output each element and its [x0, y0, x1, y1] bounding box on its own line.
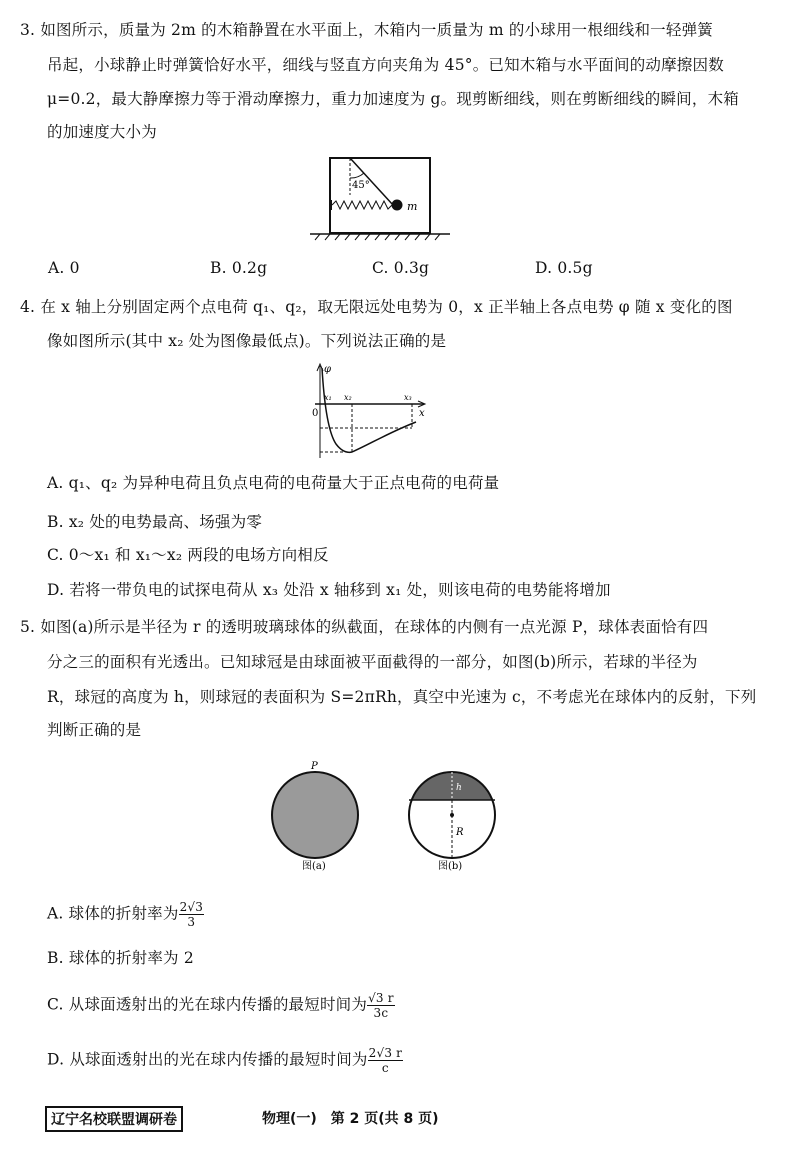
point-p-label: P	[311, 761, 318, 772]
x3-label: x₃	[404, 393, 412, 402]
publisher-label: 辽宁名校联盟调研卷	[45, 1106, 183, 1132]
caption-a: 图(a)	[302, 861, 326, 872]
r-label: R	[456, 827, 464, 838]
q4-potential-graph	[300, 362, 430, 462]
q4-option-b: B. x₂ 处的电势最高、场强为零	[47, 513, 263, 531]
h-label: h	[456, 783, 462, 793]
q4-option-d: D. 若将一带负电的试探电荷从 x₃ 处沿 x 轴移到 x₁ 处，则该电荷的电势能将增加	[47, 581, 611, 599]
q3-line: 的加速度大小为	[47, 123, 157, 141]
q3-option-d: D. 0.5g	[535, 259, 593, 277]
q3-box-figure	[310, 150, 450, 245]
x-axis-label: x	[419, 408, 425, 419]
q5-line: 判断正确的是	[47, 721, 142, 739]
q3-line: 吊起，小球静止时弹簧恰好水平，细线与竖直方向夹角为 45°。已知木箱与水平面间的动摩擦因数	[47, 56, 724, 74]
angle-label: 45°	[352, 180, 370, 191]
q5-option-b: B. 球体的折射率为 2	[47, 949, 194, 967]
q5-sphere-figures	[260, 755, 510, 875]
q5-line: R，球冠的高度为 h，则球冠的表面积为 S=2πRh，真空中光速为 c，不考虑光在球体内的反射，下列	[47, 688, 757, 706]
x1-label: x₁	[324, 393, 332, 402]
phi-label: φ	[324, 364, 332, 375]
q3-line: 3. 如图所示，质量为 2m 的木箱静置在水平面上，木箱内一质量为 m 的小球用一根细线和一轻弹簧	[20, 21, 713, 39]
mass-label: m	[407, 200, 418, 213]
q5-line: 5. 如图(a)所示是半径为 r 的透明玻璃球体的纵截面，在球体的内侧有一点光源 P，球体表面恰有四	[20, 618, 709, 636]
q3-option-a: A. 0	[48, 259, 80, 277]
q5-option-c: C. 从球面透射出的光在球内传播的最短时间为 $\frac{√3 r}{3c}$	[47, 991, 394, 1020]
caption-b: 图(b)	[438, 861, 463, 872]
q4-option-c: C. 0～x₁ 和 x₁～x₂ 两段的电场方向相反	[47, 546, 329, 564]
q5-option-a: A. 球体的折射率为 $\frac{2√3}{3}$	[47, 900, 204, 929]
origin-label: 0	[312, 408, 319, 419]
q5-option-d: D. 从球面透射出的光在球内传播的最短时间为 $\frac{2√3 r}{c}$	[47, 1046, 403, 1075]
x2-label: x₂	[344, 393, 352, 402]
q5-line: 分之三的面积有光透出。已知球冠是由球面被平面截得的一部分，如图(b)所示，若球的半径为	[47, 653, 698, 671]
q4-option-a: A. q₁、q₂ 为异种电荷且负点电荷的电荷量大于正点电荷的电荷量	[47, 474, 500, 492]
q3-line: μ=0.2，最大静摩擦力等于滑动摩擦力，重力加速度为 g。现剪断细线，则在剪断细线的瞬间，木箱	[47, 90, 739, 108]
q3-option-b: B. 0.2g	[210, 259, 268, 277]
q3-option-c: C. 0.3g	[372, 259, 430, 277]
q4-line: 4. 在 x 轴上分别固定两个点电荷 q₁、q₂，取无限远处电势为 0，x 正半轴上各点电势 φ 随 x 变化的图	[20, 298, 733, 316]
page-number: 物理(一) 第 2 页(共 8 页)	[262, 1111, 439, 1127]
q4-line: 像如图所示(其中 x₂ 处为图像最低点)。下列说法正确的是	[47, 332, 447, 350]
